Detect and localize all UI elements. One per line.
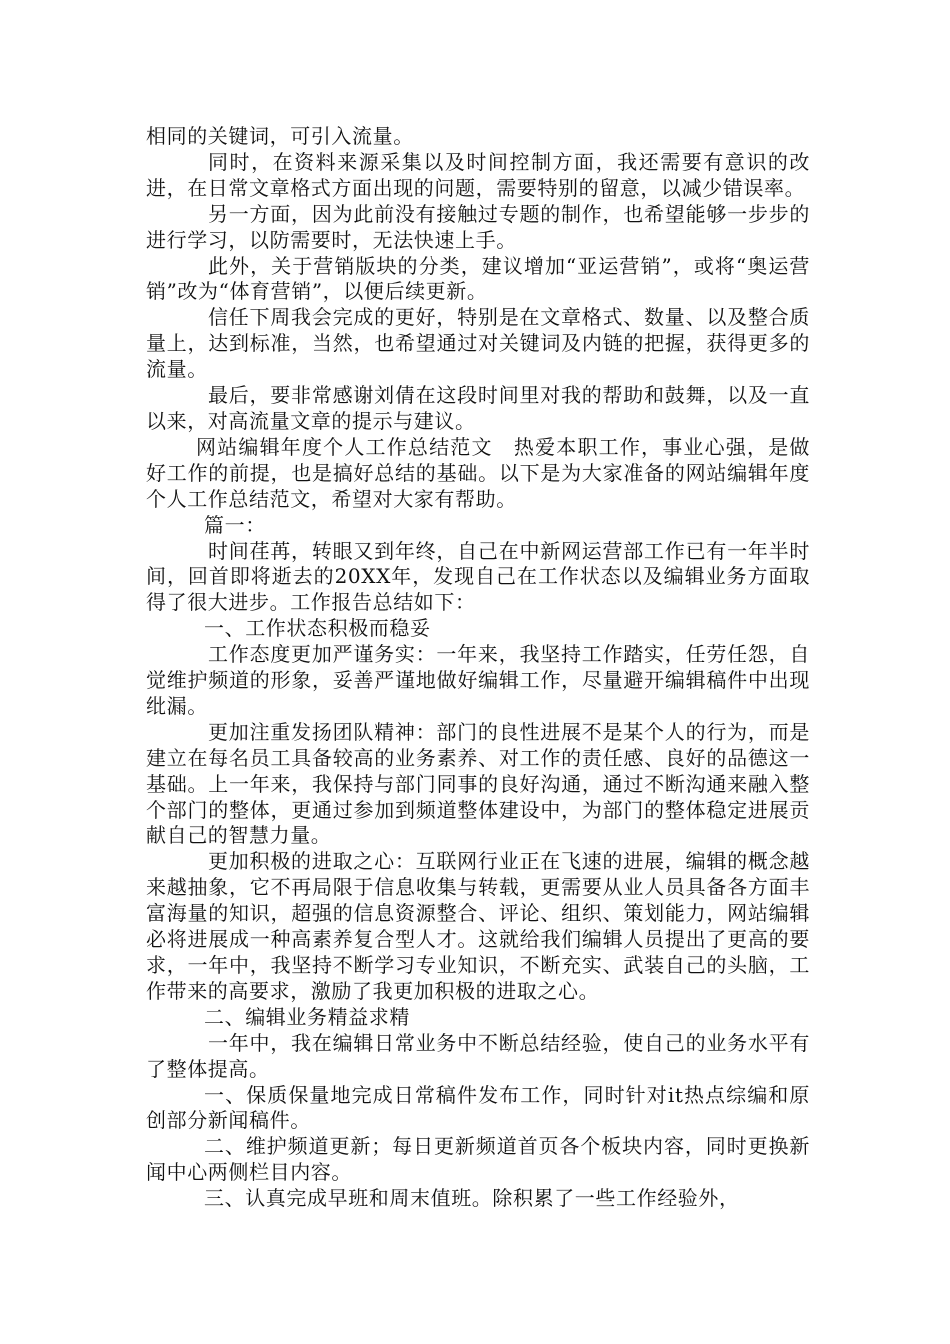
paragraph-9: 时间荏苒，转眼又到年终，自己在中新网运营部工作已有一年半时间，回首即将逝去的20XX年，发现自己在工作状态以及编辑业务方面取得了很大进步。工作报告总结如下：: [146, 538, 810, 615]
paragraph-11: 工作态度更加严谨务实：一年来，我坚持工作踏实，任劳任怨，自觉维护频道的形象，妥善严谨地做好编辑工作，尽量避开编辑稿件中出现纰漏。: [146, 642, 810, 718]
section-heading-2: 二、编辑业务精益求精: [204, 1004, 410, 1029]
section-heading-1: 一、工作状态积极而稳妥: [204, 616, 431, 641]
paragraph-6: 最后，要非常感谢刘倩在这段时间里对我的帮助和鼓舞，以及一直以来，对高流量文章的提示与建议。: [146, 383, 810, 433]
paragraph-12: 更加注重发扬团队精神：部门的良性进展不是某个人的行为，而是建立在每名员工具备较高的业务素养、对工作的责任感、良好的品德这一基础。上一年来，我保持与部门同事的良好沟通，通过不断沟通来融入整个部门的整体，更通过参加到频道整体建设中，为部门的整体稳定进展贡献自己的智慧力量。: [146, 719, 810, 848]
paragraph-5: 信任下周我会完成的更好，特别是在文章格式、数量、以及整合质量上，达到标准，当然，也希望通过对关键词及内链的把握，获得更多的流量。: [146, 305, 810, 382]
paragraph-3: 另一方面，因为此前没有接触过专题的制作，也希望能够一步步的进行学习，以防需要时，无法快速上手。: [146, 201, 810, 252]
document-body: [146, 124, 810, 1212]
paragraph-1: 相同的关键词，可引入流量。: [146, 124, 414, 148]
list-item-2: 二、维护频道更新；每日更新频道首页各个板块内容，同时更换新闻中心两侧栏目内容。: [146, 1134, 810, 1185]
paragraph-15: 一年中，我在编辑日常业务中不断总结经验，使自己的业务水平有了整体提高。: [146, 1030, 810, 1081]
paragraph-2: 同时，在资料来源采集以及时间控制方面，我还需要有意识的改进，在日常文章格式方面出现的问题，需要特别的留意，以减少错误率。: [146, 149, 810, 200]
paragraph-4: 此外，关于营销版块的分类，建议增加“亚运营销”，或将“奥运营销”改为“体育营销”，以便后续更新。: [146, 253, 810, 304]
paragraph-13: 更加积极的进取之心：互联网行业正在飞速的进展，编辑的概念越来越抽象，它不再局限于信息收集与转载，更需要从业人员具备各方面丰富海量的知识，超强的信息资源整合、评论、组织、策划能力，网站编辑必将进展成一种高素养复合型人才。这就给我们编辑人员提出了更高的要求，一年中，我坚持不断学习专业知识，不断充实、武装自己的头脑，工作带来的高要求，激励了我更加积极的进取之心。: [146, 849, 810, 1003]
paragraph-7: 网站编辑年度个人工作总结范文 热爱本职工作，事业心强，是做好工作的前提，也是搞好总结的基础。以下是为大家准备的网站编辑年度个人工作总结范文，希望对大家有帮助。: [146, 434, 810, 511]
section-heading-part-one: 篇一：: [204, 512, 266, 537]
list-item-3: 三、认真完成早班和周末值班。除积累了一些工作经验外，: [204, 1186, 740, 1211]
list-item-1: 一、保质保量地完成日常稿件发布工作，同时针对it热点综编和原创部分新闻稿件。: [146, 1082, 810, 1133]
